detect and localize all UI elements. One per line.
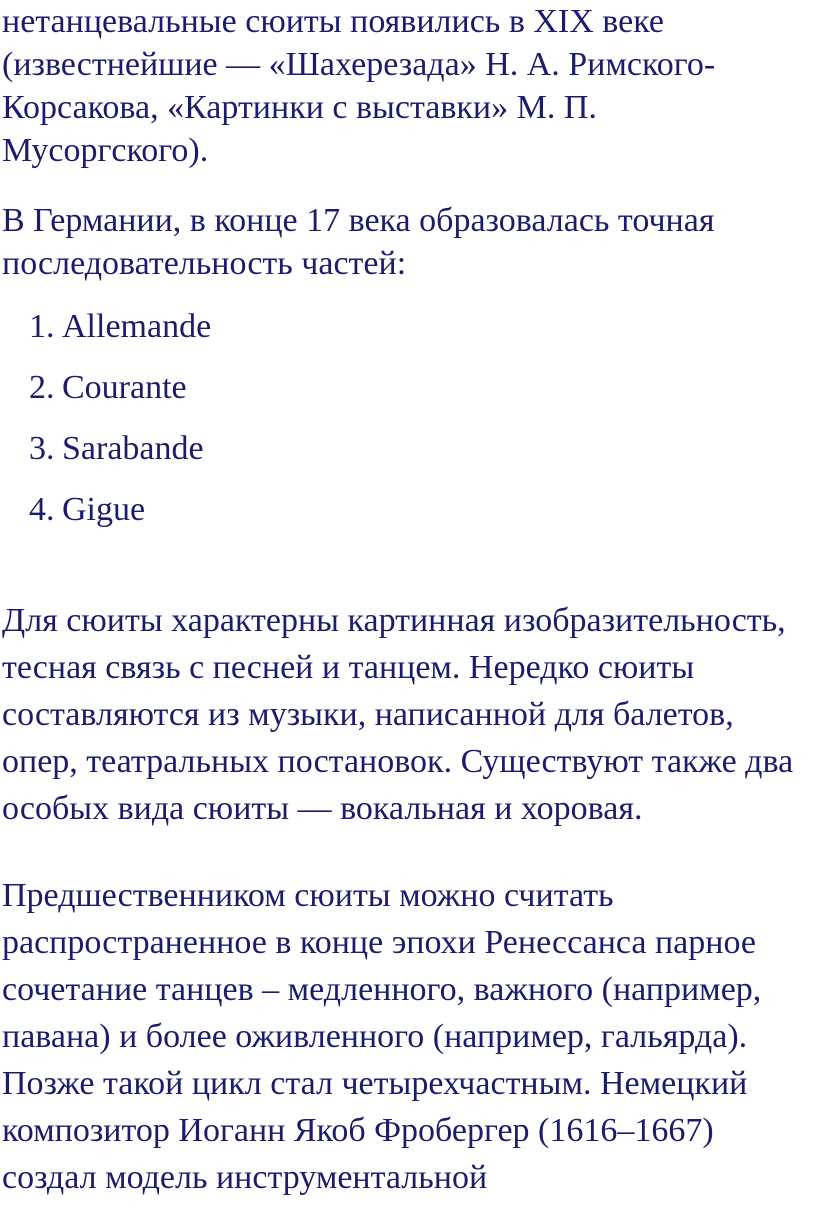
list-item (29, 425, 211, 486)
list-item-label: Gigue (62, 491, 146, 528)
list-item-label: Allemande (62, 308, 212, 345)
list-item-label: Courante (62, 369, 187, 406)
list-number: 4. (29, 491, 55, 528)
text-line: композитор Иоганн Якоб Фробергер (1616–1667) (2, 1112, 714, 1149)
text-line: Для сюиты характерны картинная изобразительность, (2, 602, 786, 639)
list-number: 3. (29, 430, 55, 467)
list-item (29, 364, 211, 425)
text-line: опер, театральных постановок. Существуют также два (2, 743, 794, 780)
suite-parts-list (29, 303, 211, 547)
text-line: распространенное в конце эпохи Ренессанса парное (2, 924, 756, 961)
list-item-label: Sarabande (62, 430, 204, 467)
text-line: последовательность частей: (2, 245, 407, 282)
text-line: (известнейшие — «Шахерезада» Н. А. Римского- (2, 46, 716, 83)
text-line: особых вида сюиты — вокальная и хоровая. (2, 790, 643, 827)
list-item (29, 486, 211, 547)
text-line: сочетание танцев – медленного, важного (например, (2, 971, 762, 1008)
text-line: В Германии, в конце 17 века образовалась точная (2, 202, 715, 239)
text-line: Мусоргского). (2, 132, 209, 169)
intro-paragraph (2, 0, 715, 172)
traits-paragraph (2, 597, 793, 832)
list-number: 2. (29, 369, 55, 406)
text-line: нетанцевальные сюиты появились в XIX веке (2, 3, 665, 40)
text-line: Корсакова, «Картинки с выставки» М. П. (2, 89, 597, 126)
text-line: павана) и более оживленного (например, гальярда). (2, 1018, 748, 1055)
text-line: составляются из музыки, написанной для балетов, (2, 696, 734, 733)
predecessor-paragraph (2, 872, 761, 1201)
germany-paragraph (2, 199, 714, 285)
list-number: 1. (29, 308, 55, 345)
list-item (29, 303, 211, 364)
text-line: тесная связь с песней и танцем. Нередко сюиты (2, 649, 695, 686)
text-line: Позже такой цикл стал четырехчастным. Немецкий (2, 1065, 748, 1102)
text-line: Предшественником сюиты можно считать (2, 877, 614, 914)
text-line: создал модель инструментальной (2, 1159, 488, 1196)
